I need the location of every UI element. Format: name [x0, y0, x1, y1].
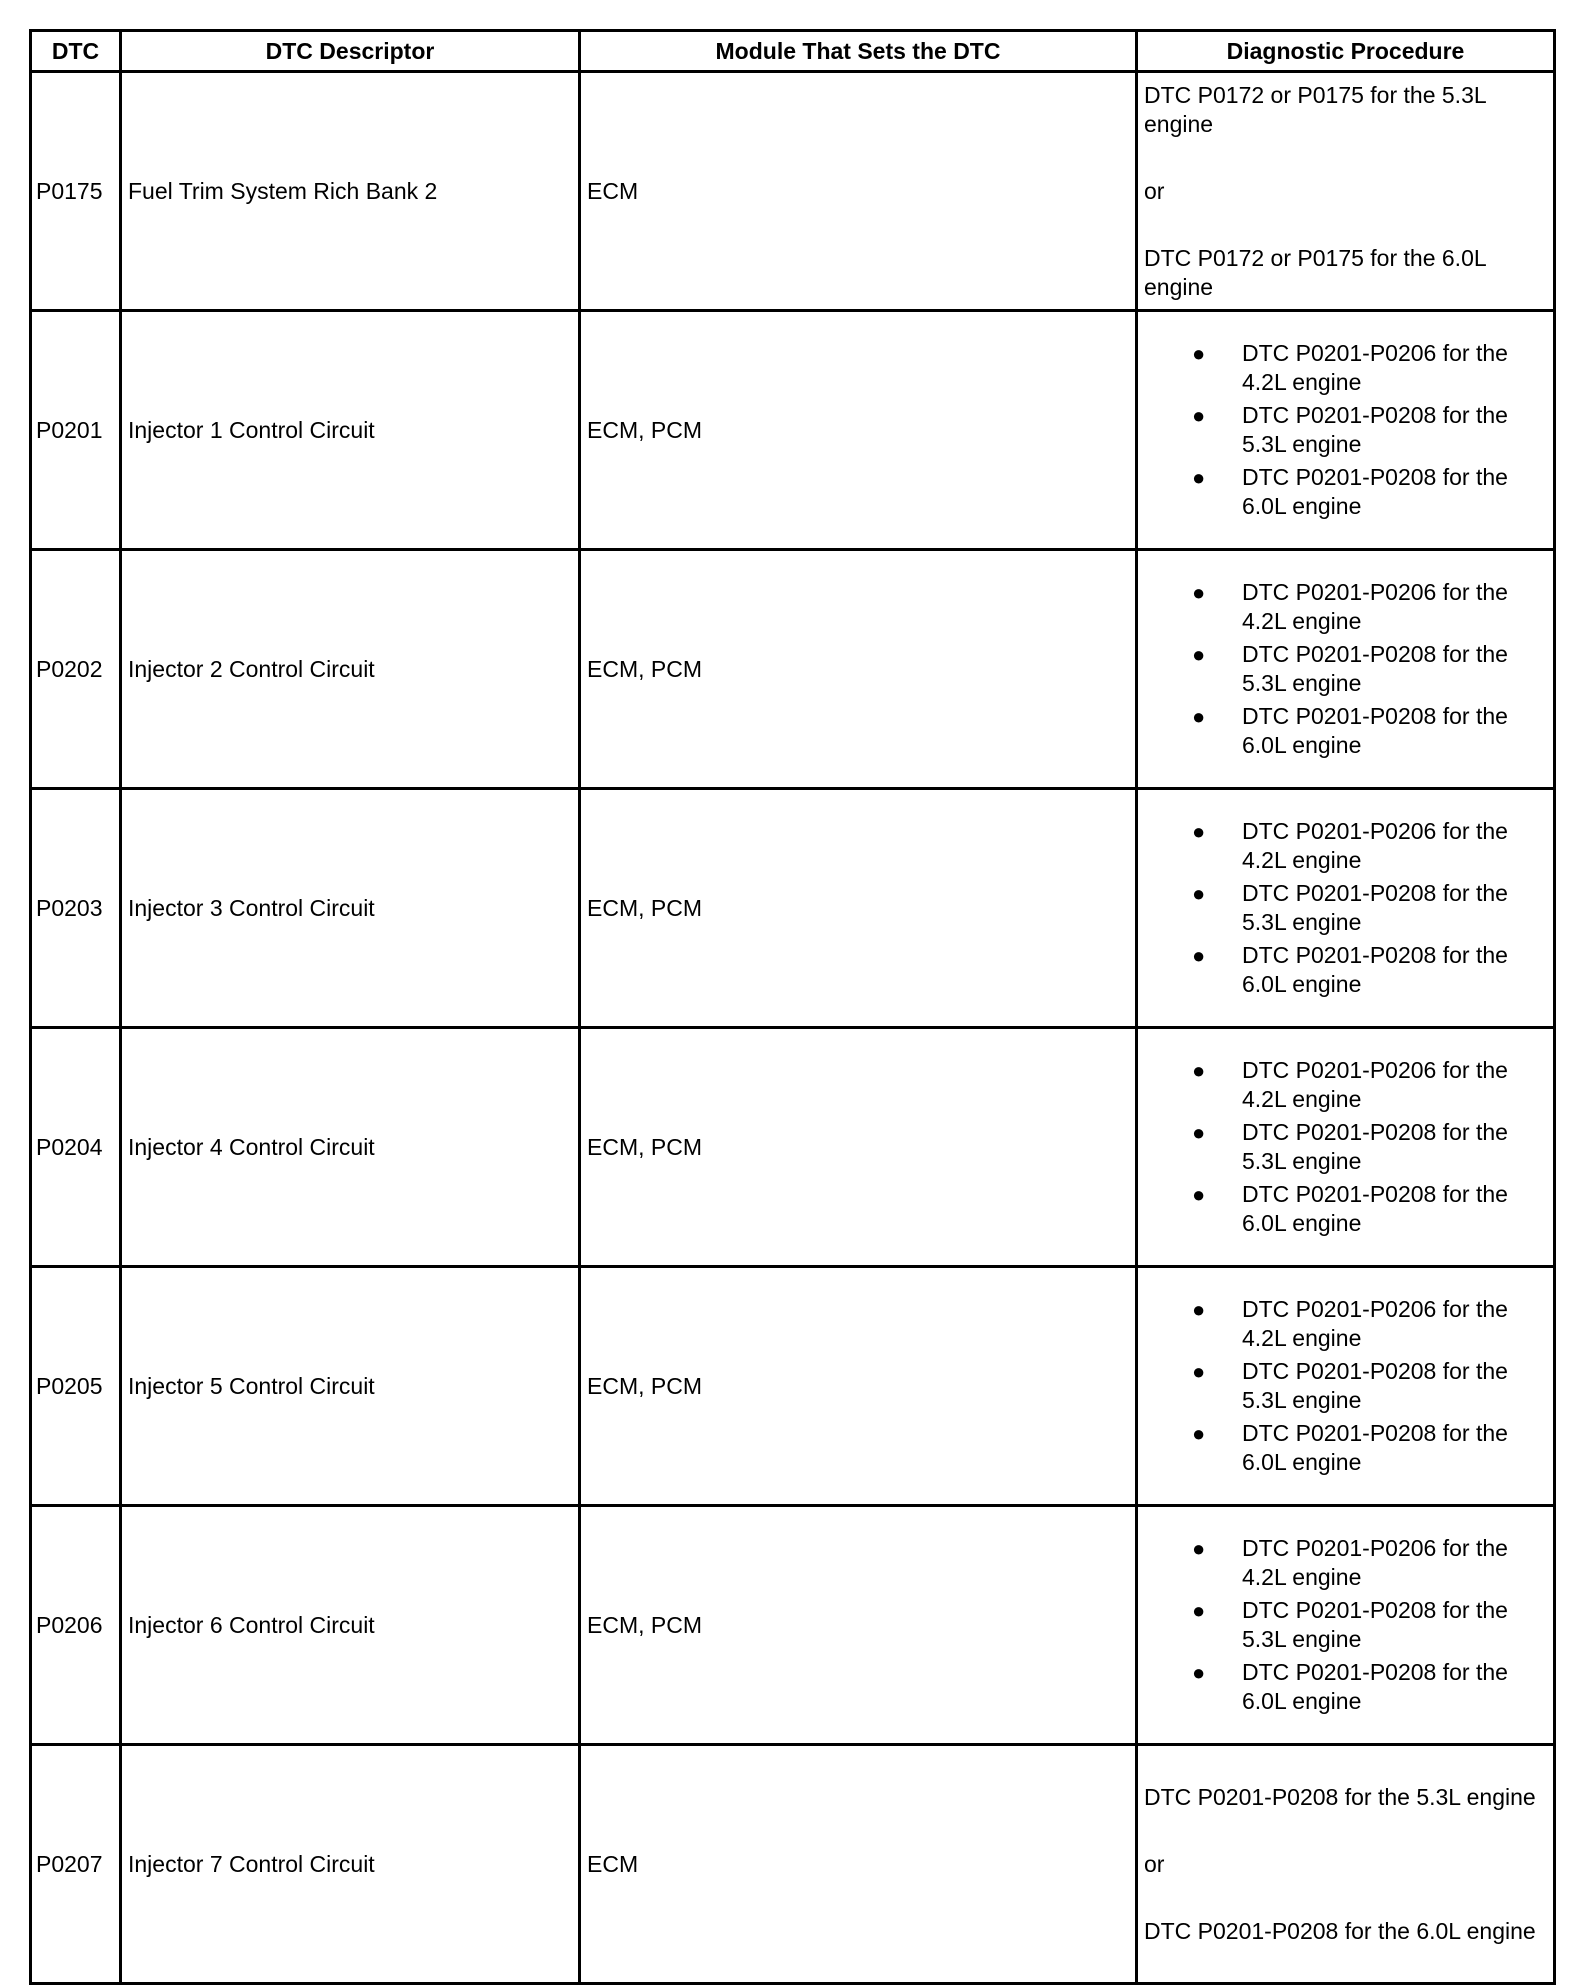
procedure-item: ● DTC P0201-P0206 for the 4.2L engine	[1192, 1535, 1508, 1590]
procedure-item: ● DTC P0201-P0206 for the 4.2L engine	[1192, 340, 1508, 395]
bullet-icon: ●	[1192, 580, 1206, 605]
dtc-descriptor: Injector 3 Control Circuit	[121, 789, 580, 1028]
dtc-code: P0204	[31, 1028, 121, 1267]
diagnostic-procedure	[1137, 1745, 1555, 1984]
dtc-descriptor: Injector 7 Control Circuit	[121, 1745, 580, 1984]
bullet-icon: ●	[1192, 1120, 1206, 1145]
bullet-icon: ●	[1192, 819, 1206, 844]
dtc-descriptor: Injector 4 Control Circuit	[121, 1028, 580, 1267]
procedure-item: ● DTC P0201-P0208 for the 5.3L engine	[1192, 1358, 1508, 1413]
bullet-icon: ●	[1192, 1058, 1206, 1083]
procedure-list	[1144, 1295, 1547, 1477]
bullet-icon: ●	[1192, 1421, 1206, 1446]
procedure-item: ● DTC P0201-P0208 for the 6.0L engine	[1192, 1659, 1508, 1714]
table-row	[31, 1745, 1555, 1984]
procedure-line: DTC P0172 or P0175 for the 5.3L engine	[1144, 81, 1486, 137]
header-module: Module That Sets the DTC	[580, 31, 1137, 72]
dtc-code: P0201	[31, 311, 121, 550]
procedure-item: ● DTC P0201-P0208 for the 5.3L engine	[1192, 880, 1508, 935]
table-row	[31, 311, 1555, 550]
module-name: ECM, PCM	[580, 1267, 1137, 1506]
module-name: ECM	[580, 1745, 1137, 1984]
procedure-item: ● DTC P0201-P0206 for the 4.2L engine	[1192, 818, 1508, 873]
bullet-icon: ●	[1192, 704, 1206, 729]
procedure-list	[1144, 578, 1547, 760]
diagnostic-procedure	[1137, 311, 1555, 550]
procedure-or: or	[1144, 177, 1165, 204]
diagnostic-procedure	[1137, 1028, 1555, 1267]
module-name: ECM, PCM	[580, 550, 1137, 789]
procedure-item: ● DTC P0201-P0208 for the 6.0L engine	[1192, 1420, 1508, 1475]
dtc-descriptor: Fuel Trim System Rich Bank 2	[121, 72, 580, 311]
bullet-icon: ●	[1192, 1182, 1206, 1207]
procedure-list	[1144, 339, 1547, 521]
dtc-table	[29, 29, 1556, 1985]
dtc-descriptor: Injector 5 Control Circuit	[121, 1267, 580, 1506]
module-name: ECM	[580, 72, 1137, 311]
table-row	[31, 72, 1555, 311]
procedure-item: ● DTC P0201-P0208 for the 5.3L engine	[1192, 641, 1508, 696]
dtc-descriptor: Injector 1 Control Circuit	[121, 311, 580, 550]
module-name: ECM, PCM	[580, 1506, 1137, 1745]
procedure-item: ● DTC P0201-P0208 for the 6.0L engine	[1192, 942, 1508, 997]
procedure-line: DTC P0172 or P0175 for the 6.0L engine	[1144, 244, 1486, 300]
bullet-icon: ●	[1192, 1536, 1206, 1561]
procedure-item: ● DTC P0201-P0206 for the 4.2L engine	[1192, 1296, 1508, 1351]
module-name: ECM, PCM	[580, 1028, 1137, 1267]
module-name: ECM, PCM	[580, 789, 1137, 1028]
dtc-code: P0175	[31, 72, 121, 311]
diagnostic-procedure	[1137, 72, 1555, 311]
diagnostic-procedure	[1137, 789, 1555, 1028]
procedure-list	[1144, 1056, 1547, 1238]
procedure-item: ● DTC P0201-P0208 for the 6.0L engine	[1192, 1181, 1508, 1236]
dtc-code: P0206	[31, 1506, 121, 1745]
table-row	[31, 789, 1555, 1028]
dtc-code: P0207	[31, 1745, 121, 1984]
bullet-icon: ●	[1192, 1297, 1206, 1322]
procedure-item: ● DTC P0201-P0208 for the 5.3L engine	[1192, 1119, 1508, 1174]
dtc-code: P0205	[31, 1267, 121, 1506]
bullet-icon: ●	[1192, 1660, 1206, 1685]
module-name: ECM, PCM	[580, 311, 1137, 550]
dtc-descriptor: Injector 2 Control Circuit	[121, 550, 580, 789]
dtc-code: P0203	[31, 789, 121, 1028]
dtc-code: P0202	[31, 550, 121, 789]
diagnostic-procedure	[1137, 1267, 1555, 1506]
bullet-icon: ●	[1192, 881, 1206, 906]
procedure-item: ● DTC P0201-P0208 for the 5.3L engine	[1192, 402, 1508, 457]
procedure-or: or	[1144, 1850, 1165, 1877]
bullet-icon: ●	[1192, 403, 1206, 428]
table-row	[31, 550, 1555, 789]
table-header-row	[31, 31, 1555, 72]
bullet-icon: ●	[1192, 1598, 1206, 1623]
bullet-icon: ●	[1192, 943, 1206, 968]
header-dtc: DTC	[31, 31, 121, 72]
bullet-icon: ●	[1192, 465, 1206, 490]
procedure-line: DTC P0201-P0208 for the 5.3L engine	[1144, 1783, 1536, 1810]
diagnostic-procedure	[1137, 550, 1555, 789]
bullet-icon: ●	[1192, 341, 1206, 366]
header-procedure: Diagnostic Procedure	[1137, 31, 1555, 72]
procedure-item: ● DTC P0201-P0208 for the 6.0L engine	[1192, 703, 1508, 758]
table-row	[31, 1267, 1555, 1506]
procedure-item: ● DTC P0201-P0206 for the 4.2L engine	[1192, 579, 1508, 634]
procedure-list	[1144, 1534, 1547, 1716]
header-descriptor: DTC Descriptor	[121, 31, 580, 72]
table-row	[31, 1506, 1555, 1745]
bullet-icon: ●	[1192, 1359, 1206, 1384]
bullet-icon: ●	[1192, 642, 1206, 667]
procedure-item: ● DTC P0201-P0208 for the 6.0L engine	[1192, 464, 1508, 519]
table-row	[31, 1028, 1555, 1267]
procedure-item: ● DTC P0201-P0206 for the 4.2L engine	[1192, 1057, 1508, 1112]
procedure-list	[1144, 817, 1547, 999]
dtc-descriptor: Injector 6 Control Circuit	[121, 1506, 580, 1745]
diagnostic-procedure	[1137, 1506, 1555, 1745]
procedure-item: ● DTC P0201-P0208 for the 5.3L engine	[1192, 1597, 1508, 1652]
procedure-line: DTC P0201-P0208 for the 6.0L engine	[1144, 1917, 1536, 1944]
